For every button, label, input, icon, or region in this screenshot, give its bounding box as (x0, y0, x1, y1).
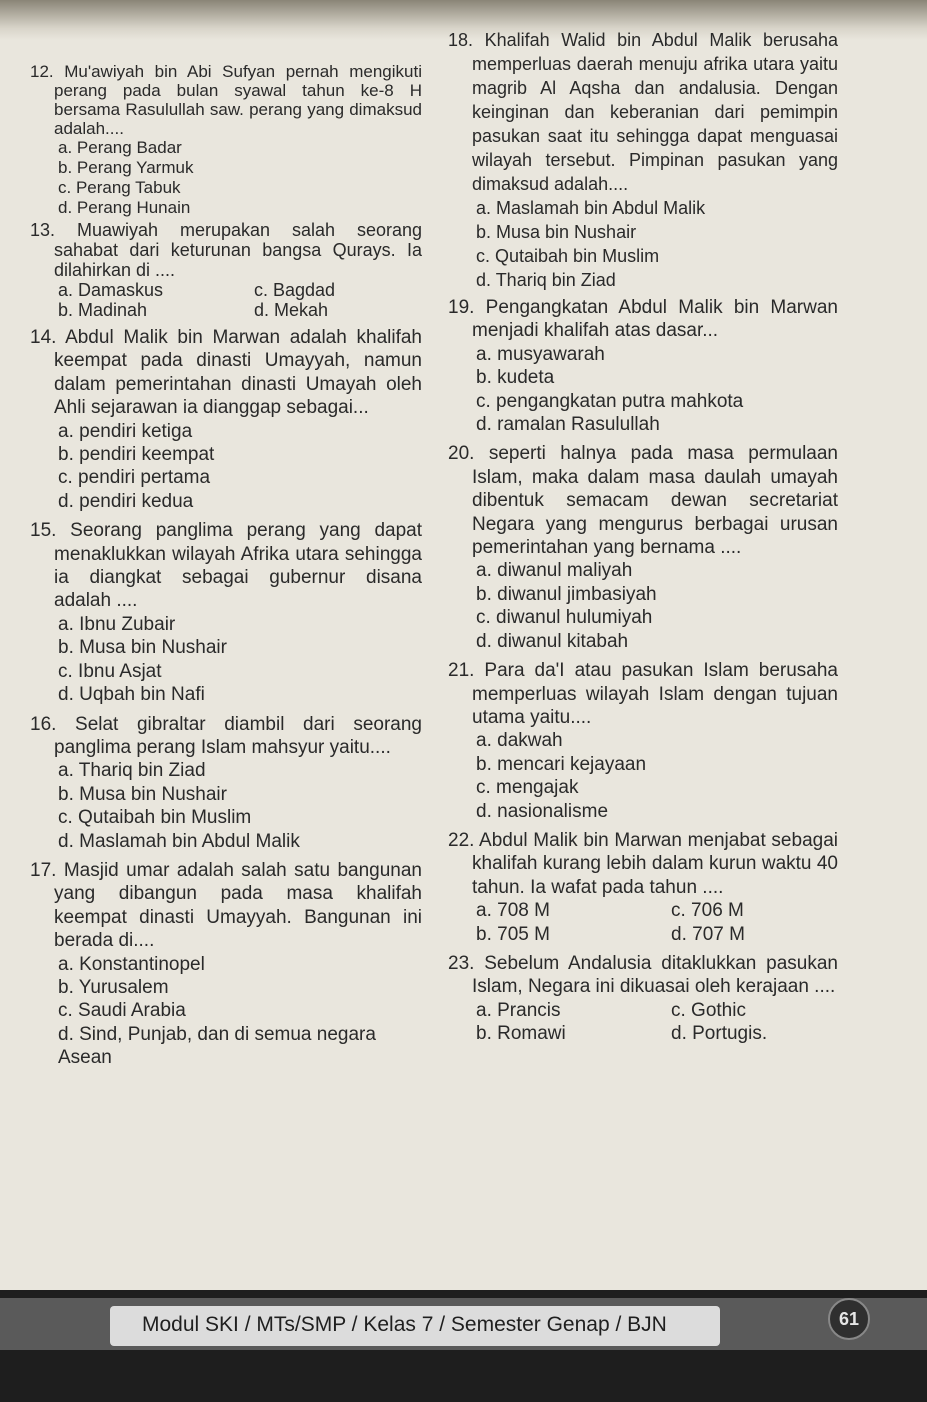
option-c: c. Saudi Arabia (58, 1000, 186, 1022)
option-b: b. kudeta (476, 367, 555, 389)
question-stem: 18. Khalifah Walid bin Abdul Malik berusaha memperluas daerah menuju afrika utara yaitu magrib Al Aqsha dan andalusia. Dengan keinginan dan keberanian dari pemimpin pasukan saat itu sehingga dapat menguasai wilayah tersebut. Pimpinan pasukan yang dimaksud adalah.... (448, 30, 838, 194)
option-d: d. Portugis. (671, 1023, 768, 1045)
option-b: b. Musa bin Nushair (58, 783, 227, 805)
option-b: b. Musa bin Nushair (476, 222, 637, 242)
option-d: d. Perang Hunain (58, 198, 191, 217)
question-stem: 15. Seorang panglima perang yang dapat menaklukkan wilayah Afrika utara sehingga ia diangkat sebagai gubernur disana adalah .... (30, 520, 422, 612)
option-d: d. nasionalisme (476, 800, 609, 822)
option-a: a. pendiri ketiga (58, 420, 193, 442)
option-b: b. diwanul jimbasiyah (476, 583, 657, 605)
option-d: d. ramalan Rasulullah (476, 414, 660, 436)
option-c: c. Gothic (671, 999, 746, 1021)
question-19 (448, 296, 838, 436)
question-13 (30, 220, 422, 320)
option-c: c. 706 M (671, 900, 744, 922)
right-column (448, 28, 838, 1046)
option-d: d. Mekah (254, 300, 329, 320)
option-d: d. Thariq bin Ziad (476, 270, 616, 290)
option-a: a. diwanul maliyah (476, 560, 633, 582)
option-a: a. Thariq bin Ziad (58, 760, 206, 782)
question-21 (448, 659, 838, 823)
option-d: d. pendiri kedua (58, 490, 194, 512)
option-a: a. 708 M (476, 900, 550, 922)
option-c: c. diwanul hulumiyah (476, 607, 653, 629)
option-b: b. Yurusalem (58, 976, 169, 998)
option-a: a. Perang Badar (58, 138, 182, 157)
question-14 (30, 326, 422, 513)
footer-text: Modul SKI / MTs/SMP / Kelas 7 / Semester Genap / BJN (142, 1313, 667, 1336)
option-c: c. Qutaibah bin Muslim (58, 807, 252, 829)
question-stem: 17. Masjid umar adalah salah satu bangunan yang dibangun pada masa khalifah keempat dinasti Umayyah. Bangunan ini berada di.... (30, 859, 422, 952)
question-17 (30, 859, 422, 1070)
question-stem: 16. Selat gibraltar diambil dari seorang panglima perang Islam mahsyur yaitu.... (30, 713, 422, 758)
question-22 (448, 829, 838, 946)
option-a: a. Ibnu Zubair (58, 613, 176, 635)
option-d: d. Uqbah bin Nafi (58, 684, 205, 706)
option-b: b. pendiri keempat (58, 444, 215, 466)
option-d: d. diwanul kitabah (476, 630, 629, 652)
option-c: c. Qutaibah bin Muslim (476, 246, 660, 266)
question-stem: 20. seperti halnya pada masa permulaan Islam, maka dalam masa daulah umayah dibentuk semacam dewan secretariat Negara yang mengurus berbagai urusan pemerintahan yang bernama .... (448, 443, 838, 559)
option-b: b. Perang Yarmuk (58, 158, 194, 177)
page-number: 61 (828, 1298, 870, 1340)
option-c: c. Perang Tabuk (58, 178, 181, 197)
option-c: c. Ibnu Asjat (58, 660, 162, 682)
option-b: b. mencari kejayaan (476, 753, 647, 775)
option-a: a. Konstantinopel (58, 953, 205, 975)
option-a: a. Maslamah bin Abdul Malik (476, 198, 706, 218)
option-c: c. pengangkatan putra mahkota (476, 390, 744, 412)
question-stem: 13. Muawiyah merupakan salah seorang sahabat dari keturunan bangsa Qurays. Ia dilahirkan di .... (30, 220, 422, 280)
question-18 (448, 28, 838, 292)
option-b: b. 705 M (476, 923, 550, 945)
option-c: c. Bagdad (254, 280, 336, 300)
question-12 (30, 62, 422, 218)
option-a: a. Prancis (476, 999, 561, 1021)
question-stem: 23. Sebelum Andalusia ditaklukkan pasukan Islam, Negara ini dikuasai oleh kerajaan .... (448, 952, 838, 998)
option-c: c. pendiri pertama (58, 467, 211, 489)
option-a: a. musyawarah (476, 343, 605, 365)
question-stem: 12. Mu'awiyah bin Abi Sufyan pernah mengikuti perang pada bulan syawal tahun ke-8 H bersama Rasulullah saw. perang yang dimaksud adalah.... (30, 62, 422, 138)
option-a: a. dakwah (476, 730, 563, 752)
question-stem: 21. Para da'I atau pasukan Islam berusaha memperluas wilayah Islam dengan tujuan utama yaitu.... (448, 660, 838, 728)
option-a: a. Damaskus (58, 280, 164, 300)
question-15 (30, 519, 422, 706)
option-b: b. Romawi (476, 1023, 566, 1045)
question-stem: 22. Abdul Malik bin Marwan menjabat sebagai khalifah kurang lebih dalam kurun waktu 40 tahun. Ia wafat pada tahun .... (448, 829, 838, 898)
question-stem: 19. Pengangkatan Abdul Malik bin Marwan menjadi khalifah atas dasar... (448, 297, 838, 342)
option-b: b. Madinah (58, 300, 148, 320)
question-23 (448, 952, 838, 1046)
option-b: b. Musa bin Nushair (58, 637, 227, 659)
option-d: d. 707 M (671, 923, 745, 945)
option-c: c. mengajak (476, 777, 579, 799)
question-stem: 14. Abdul Malik bin Marwan adalah khalifah keempat pada dinasti Umayyah, namun dalam pemerintahan dinasti Umayah oleh Ahli sejarawan ia dianggap sebagai... (30, 327, 422, 419)
option-d: d. Maslamah bin Abdul Malik (58, 830, 300, 852)
left-column (30, 62, 422, 1070)
question-16 (30, 713, 422, 853)
question-20 (448, 442, 838, 653)
option-d: d. Sind, Punjab, dan di semua negara Asean (58, 1023, 376, 1069)
